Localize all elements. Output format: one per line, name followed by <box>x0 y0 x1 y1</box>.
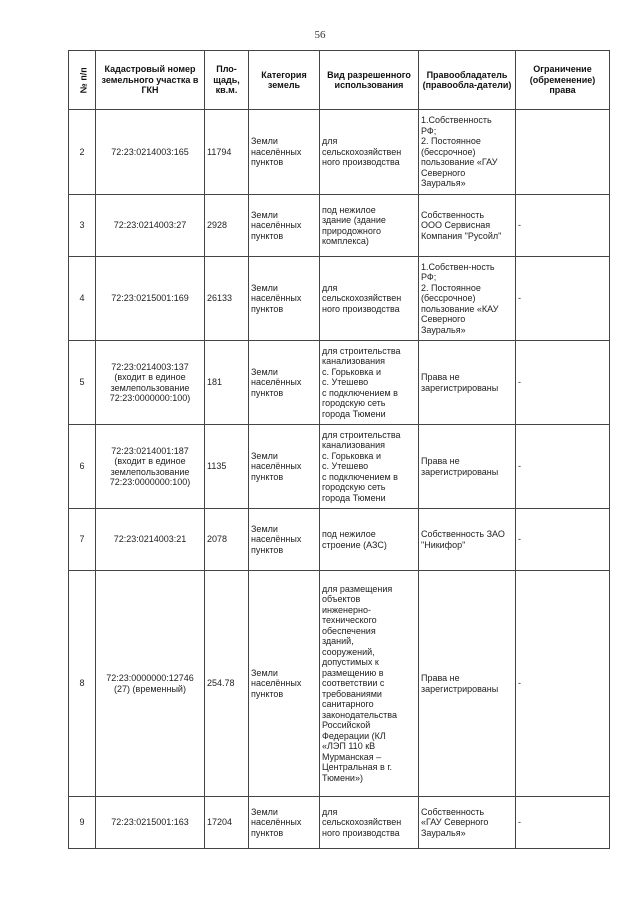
table-row <box>69 341 610 425</box>
permitted-use: для размещения объектов инженерно- технического обеспечения зданий, сооружений, допустимых к размещению в соответствии с требованиями санитарного законодательства Российской Федерации (КЛ «ЛЭП 110 кВ Мурманская – Центральная в г. Тюмени») <box>320 571 419 797</box>
land-category: Земли населённых пунктов <box>249 571 320 797</box>
table-row <box>69 110 610 195</box>
restriction <box>516 110 610 195</box>
plot-area: 11794 <box>205 110 249 195</box>
land-category: Земли населённых пунктов <box>249 257 320 341</box>
header-use: Вид разрешенного использования <box>320 51 419 110</box>
table-row <box>69 797 610 849</box>
table-row <box>69 425 610 509</box>
cadastral-number: 72:23:0214001:187 (входит в единое землепользование 72:23:0000000:100) <box>96 425 205 509</box>
land-category: Земли населённых пунктов <box>249 509 320 571</box>
cadastral-number: 72:23:0214003:165 <box>96 110 205 195</box>
right-holder: Собственность «ГАУ Северного Зауралья» <box>419 797 516 849</box>
permitted-use: для строительства канализования с. Горьковка и с. Утешево с подключением в городскую сеть города Тюмени <box>320 341 419 425</box>
permitted-use: для строительства канализования с. Горьковка и с. Утешево с подключением в городскую сеть города Тюмени <box>320 425 419 509</box>
row-num: 6 <box>69 425 96 509</box>
plot-area: 2928 <box>205 195 249 257</box>
restriction: - <box>516 341 610 425</box>
right-holder: Права не зарегистрированы <box>419 341 516 425</box>
header-restriction: Ограничение (обременение) права <box>516 51 610 110</box>
header-area: Пло-щадь, кв.м. <box>205 51 249 110</box>
restriction: - <box>516 797 610 849</box>
land-category: Земли населённых пунктов <box>249 797 320 849</box>
plot-area: 254.78 <box>205 571 249 797</box>
plot-area: 26133 <box>205 257 249 341</box>
land-category: Земли населённых пунктов <box>249 341 320 425</box>
cadastral-number: 72:23:0214003:27 <box>96 195 205 257</box>
land-category: Земли населённых пунктов <box>249 110 320 195</box>
plot-area: 1135 <box>205 425 249 509</box>
land-plots-table <box>68 50 610 849</box>
cadastral-number: 72:23:0214003:21 <box>96 509 205 571</box>
cadastral-number: 72:23:0000000:12746 (27) (временный) <box>96 571 205 797</box>
table-row <box>69 509 610 571</box>
row-num: 4 <box>69 257 96 341</box>
cadastral-number: 72:23:0215001:163 <box>96 797 205 849</box>
table-row <box>69 257 610 341</box>
plot-area: 181 <box>205 341 249 425</box>
restriction: - <box>516 571 610 797</box>
row-num: 8 <box>69 571 96 797</box>
right-holder: Права не зарегистрированы <box>419 571 516 797</box>
table-row <box>69 195 610 257</box>
row-num: 2 <box>69 110 96 195</box>
right-holder: Собственность ЗАО "Никифор" <box>419 509 516 571</box>
right-holder: 1.Собственность РФ; 2. Постоянное (бессрочное) пользование «ГАУ Северного Зауралья» <box>419 110 516 195</box>
restriction: - <box>516 195 610 257</box>
header-category: Категория земель <box>249 51 320 110</box>
land-category: Земли населённых пунктов <box>249 195 320 257</box>
table-row <box>69 571 610 797</box>
row-num: 9 <box>69 797 96 849</box>
permitted-use: для сельскохозяйствен ного производства <box>320 257 419 341</box>
row-num: 5 <box>69 341 96 425</box>
plot-area: 2078 <box>205 509 249 571</box>
row-num: 3 <box>69 195 96 257</box>
right-holder: Собственность ООО Сервисная Компания "Русойл" <box>419 195 516 257</box>
header-cadastral: Кадастровый номер земельного участка в ГКН <box>96 51 205 110</box>
page-number: 56 <box>314 29 326 41</box>
restriction: - <box>516 425 610 509</box>
right-holder: 1.Собствен-ность РФ; 2. Постоянное (бессрочное) пользование «КАУ Северного Зауралья» <box>419 257 516 341</box>
permitted-use: под нежилое здание (здание природожного комплекса) <box>320 195 419 257</box>
table-header-row <box>69 51 610 110</box>
permitted-use: для сельскохозяйствен ного производства <box>320 797 419 849</box>
header-owner: Правообладатель (правообла-датели) <box>419 51 516 110</box>
header-num: № п/п <box>69 51 96 110</box>
permitted-use: под нежилое строение (АЗС) <box>320 509 419 571</box>
land-category: Земли населённых пунктов <box>249 425 320 509</box>
row-num: 7 <box>69 509 96 571</box>
restriction: - <box>516 257 610 341</box>
plot-area: 17204 <box>205 797 249 849</box>
cadastral-number: 72:23:0215001:169 <box>96 257 205 341</box>
permitted-use: для сельскохозяйствен ного производства <box>320 110 419 195</box>
right-holder: Права не зарегистрированы <box>419 425 516 509</box>
cadastral-number: 72:23:0214003:137 (входит в единое землепользование 72:23:0000000:100) <box>96 341 205 425</box>
restriction: - <box>516 509 610 571</box>
